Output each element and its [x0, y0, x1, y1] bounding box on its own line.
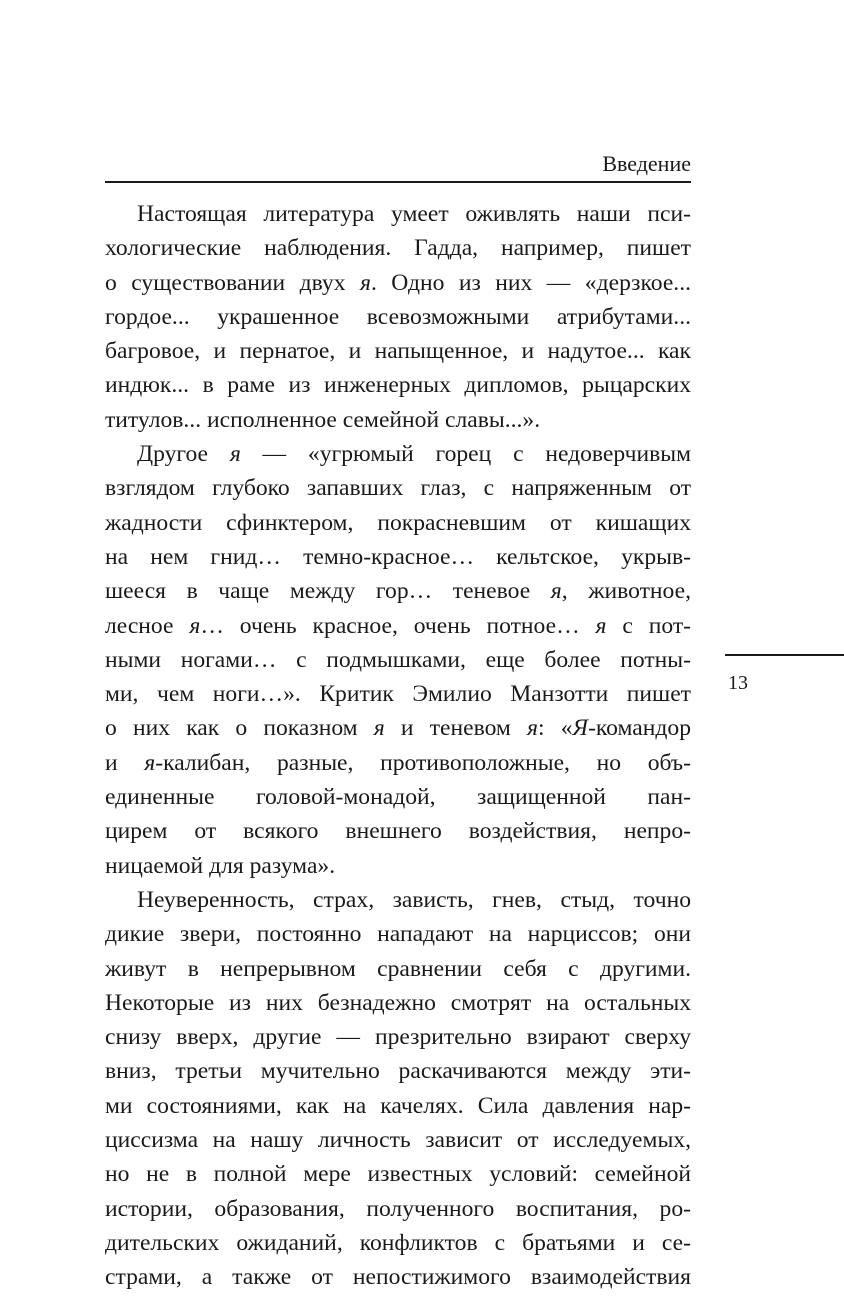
paragraph	[105, 883, 691, 1295]
italic-pronoun: я	[359, 269, 371, 296]
running-title: Введение	[602, 151, 691, 176]
text-line: страми, а также от непостижимого взаимодействия	[105, 1264, 691, 1291]
italic-pronoun: я	[144, 749, 156, 776]
text-line: багровое, и пернатое, и напыщенное, и надутое... как	[105, 338, 691, 365]
text-line: цирем от всякого внешнего воздействия, непро-	[105, 818, 691, 845]
text-line: снизу вверх, другие — презрительно взирают сверху	[105, 1024, 691, 1051]
text-line: жадности сфинктером, покрасневшим от кишащих	[105, 509, 691, 536]
text-line: единенные головой-монадой, защищенной пан-	[105, 784, 691, 811]
text-line: Некоторые из них безнадежно смотрят на остальных	[105, 989, 691, 1016]
italic-pronoun: я	[550, 578, 562, 605]
text-line: Настоящая литература умеет оживлять наши пси-	[137, 201, 691, 227]
text-line: шееся в чаще между гор… теневое я, животное,	[105, 578, 691, 605]
text-line: дительских ожиданий, конфликтов с братьями и се-	[105, 1229, 691, 1256]
text-line: титулов... исполненное семейной славы...».	[105, 406, 541, 433]
text-line: но не в полной мере известных условий: семейной	[105, 1161, 691, 1188]
text-line: ми состояниями, как на качелях. Сила давления нар-	[105, 1092, 691, 1119]
paragraph	[105, 437, 691, 883]
text-line: о существовании двух я. Одно из них — «дерзкое...	[105, 269, 691, 296]
page-number-rule	[725, 654, 844, 656]
text-line: взглядом глубоко запавших глаз, с напряженным от	[105, 475, 691, 502]
paragraph	[105, 197, 691, 437]
text-line: Другое я — «угрюмый горец с недоверчивым	[137, 441, 691, 468]
text-line: гордое... украшенное всевозможными атрибутами...	[105, 303, 691, 330]
text-line: истории, образования, полученного воспитания, ро-	[105, 1195, 691, 1222]
text-line: ми, чем ноги…». Критик Эмилио Манзотти пишет	[105, 681, 691, 708]
italic-pronoun: я	[373, 715, 385, 742]
text-line: о них как о показном я и теневом я: «Я-командор	[105, 715, 691, 742]
body-text	[105, 197, 691, 1295]
text-line: и я-калибан, разные, противоположные, но объ-	[105, 749, 691, 776]
text-line: Неуверенность, страх, зависть, гнев, стыд, точно	[137, 886, 691, 913]
header-rule	[105, 181, 691, 183]
text-line: дикие звери, постоянно нападают на нарциссов; они	[105, 921, 691, 948]
text-line: живут в непрерывном сравнении себя с другими.	[105, 955, 691, 982]
text-line: ными ногами… с подмышками, еще более потны-	[105, 646, 691, 673]
text-line: вниз, третьи мучительно раскачиваются между эти-	[105, 1058, 691, 1085]
text-line: циссизма на нашу личность зависит от исследуемых,	[105, 1127, 691, 1154]
text-line: индюк... в раме из инженерных дипломов, рыцарских	[105, 372, 691, 399]
italic-pronoun: я	[527, 715, 539, 742]
italic-pronoun: я	[229, 441, 241, 468]
text-line: ницаемой для разума».	[105, 852, 336, 879]
text-line: лесное я… очень красное, очень потное… я с пот-	[105, 612, 691, 639]
italic-pronoun: Я	[572, 715, 589, 742]
italic-pronoun: я	[189, 612, 201, 639]
text-line: хологические наблюдения. Гадда, например, пишет	[105, 235, 691, 262]
italic-pronoun: я	[595, 612, 607, 639]
text-line: на нем гнид… темно-красное… кельтское, укрыв-	[105, 543, 691, 570]
page-number: 13	[728, 672, 748, 694]
